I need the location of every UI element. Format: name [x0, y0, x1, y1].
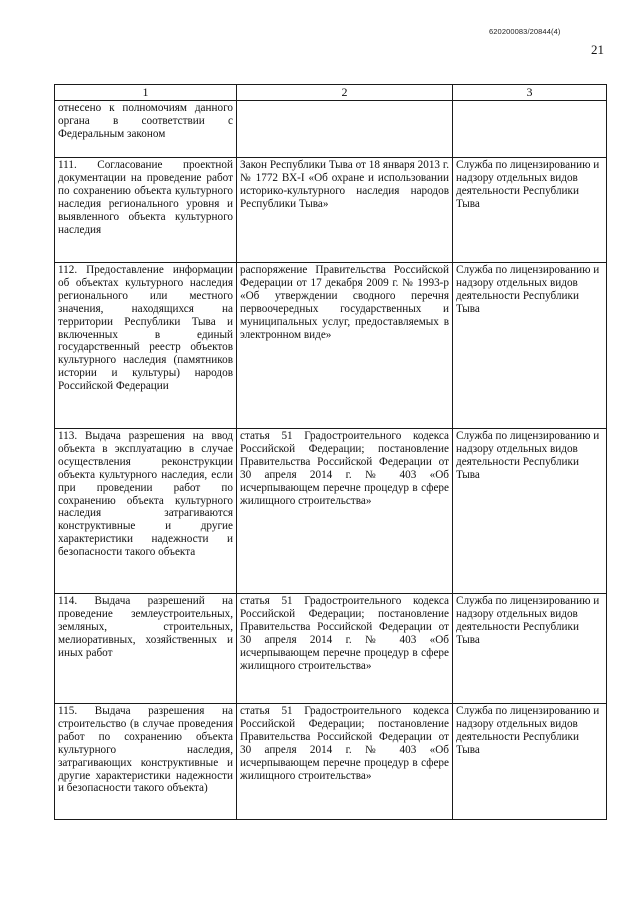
page-number: 21: [591, 42, 604, 57]
legal-basis-cell: статья 51 Градостроительного кодекса Российской Федерации; постановление Правительства Российской Федерации от 30 апреля 2014 г. № 403 «Об исчерпывающем перечне процедур в сфере жилищного строительства»: [237, 704, 453, 820]
legal-basis-cell: статья 51 Градостроительного кодекса Российской Федерации; постановление Правительства Российской Федерации от 30 апреля 2014 г. № 403 «Об исчерпывающем перечне процедур в сфере жилищного строительства»: [237, 594, 453, 704]
column-header-3: 3: [453, 85, 607, 101]
agency-cell: Служба по лицензированию и надзору отдельных видов деятельности Республики Тыва: [453, 158, 607, 263]
legal-basis-cell: распоряжение Правительства Российской Федерации от 17 декабря 2009 г. № 1993-р «Об утверждении сводного перечня первоочередных государственных и муниципальных услуг, предоставляемых в электронном виде»: [237, 263, 453, 429]
agency-cell: [453, 101, 607, 158]
table-row: [55, 704, 607, 820]
agency-cell: Служба по лицензированию и надзору отдельных видов деятельности Республики Тыва: [453, 704, 607, 820]
service-name-cell: 113. Выдача разрешения на ввод объекта в эксплуатацию в случае осуществления реконструкции объекта культурного наследия, если при проведении работ по сохранению объекта культурного наследия затрагиваются конструктивные и другие характеристики надежности и безопасности такого объекта: [55, 429, 237, 594]
legal-basis-cell: статья 51 Градостроительного кодекса Российской Федерации; постановление Правительства Российской Федерации от 30 апреля 2014 г. № 403 «Об исчерпывающем перечне процедур в сфере жилищного строительства»: [237, 429, 453, 594]
service-name-cell: 114. Выдача разрешений на проведение землеустроительных, земляных, строительных, мелиоративных, хозяйственных и иных работ: [55, 594, 237, 704]
table-row: [55, 158, 607, 263]
table-row: [55, 429, 607, 594]
agency-cell: Служба по лицензированию и надзору отдельных видов деятельности Республики Тыва: [453, 429, 607, 594]
agency-cell: Служба по лицензированию и надзору отдельных видов деятельности Республики Тыва: [453, 263, 607, 429]
legal-basis-cell: Закон Республики Тыва от 18 января 2013 г. № 1772 ВХ-I «Об охране и использовании историко-культурного наследия народов Республики Тыва»: [237, 158, 453, 263]
service-name-cell: отнесено к полномочиям данного органа в соответствии с Федеральным законом: [55, 101, 237, 158]
document-id: 620200083/20844(4): [489, 27, 561, 36]
table-row: [55, 594, 607, 704]
service-name-cell: 111. Согласование проектной документации на проведение работ по сохранению объекта культурного наследия регионального уровня и выявленного объекта культурного наследия: [55, 158, 237, 263]
agency-cell: Служба по лицензированию и надзору отдельных видов деятельности Республики Тыва: [453, 594, 607, 704]
table-row: [55, 101, 607, 158]
table-header-row: [55, 85, 607, 101]
column-header-2: 2: [237, 85, 453, 101]
table-row: [55, 263, 607, 429]
service-name-cell: 115. Выдача разрешения на строительство (в случае проведения работ по сохранению объекта культурного наследия, затрагивающих конструктивные и другие характеристики надежности и безопасности такого объекта): [55, 704, 237, 820]
service-name-cell: 112. Предоставление информации об объектах культурного наследия регионального или местного значения, находящихся на территории Республики Тыва и включенных в единый государственный реестр объектов культурного наследия (памятников истории и культуры) народов Российской Федерации: [55, 263, 237, 429]
services-table: [54, 84, 607, 820]
legal-basis-cell: [237, 101, 453, 158]
column-header-1: 1: [55, 85, 237, 101]
